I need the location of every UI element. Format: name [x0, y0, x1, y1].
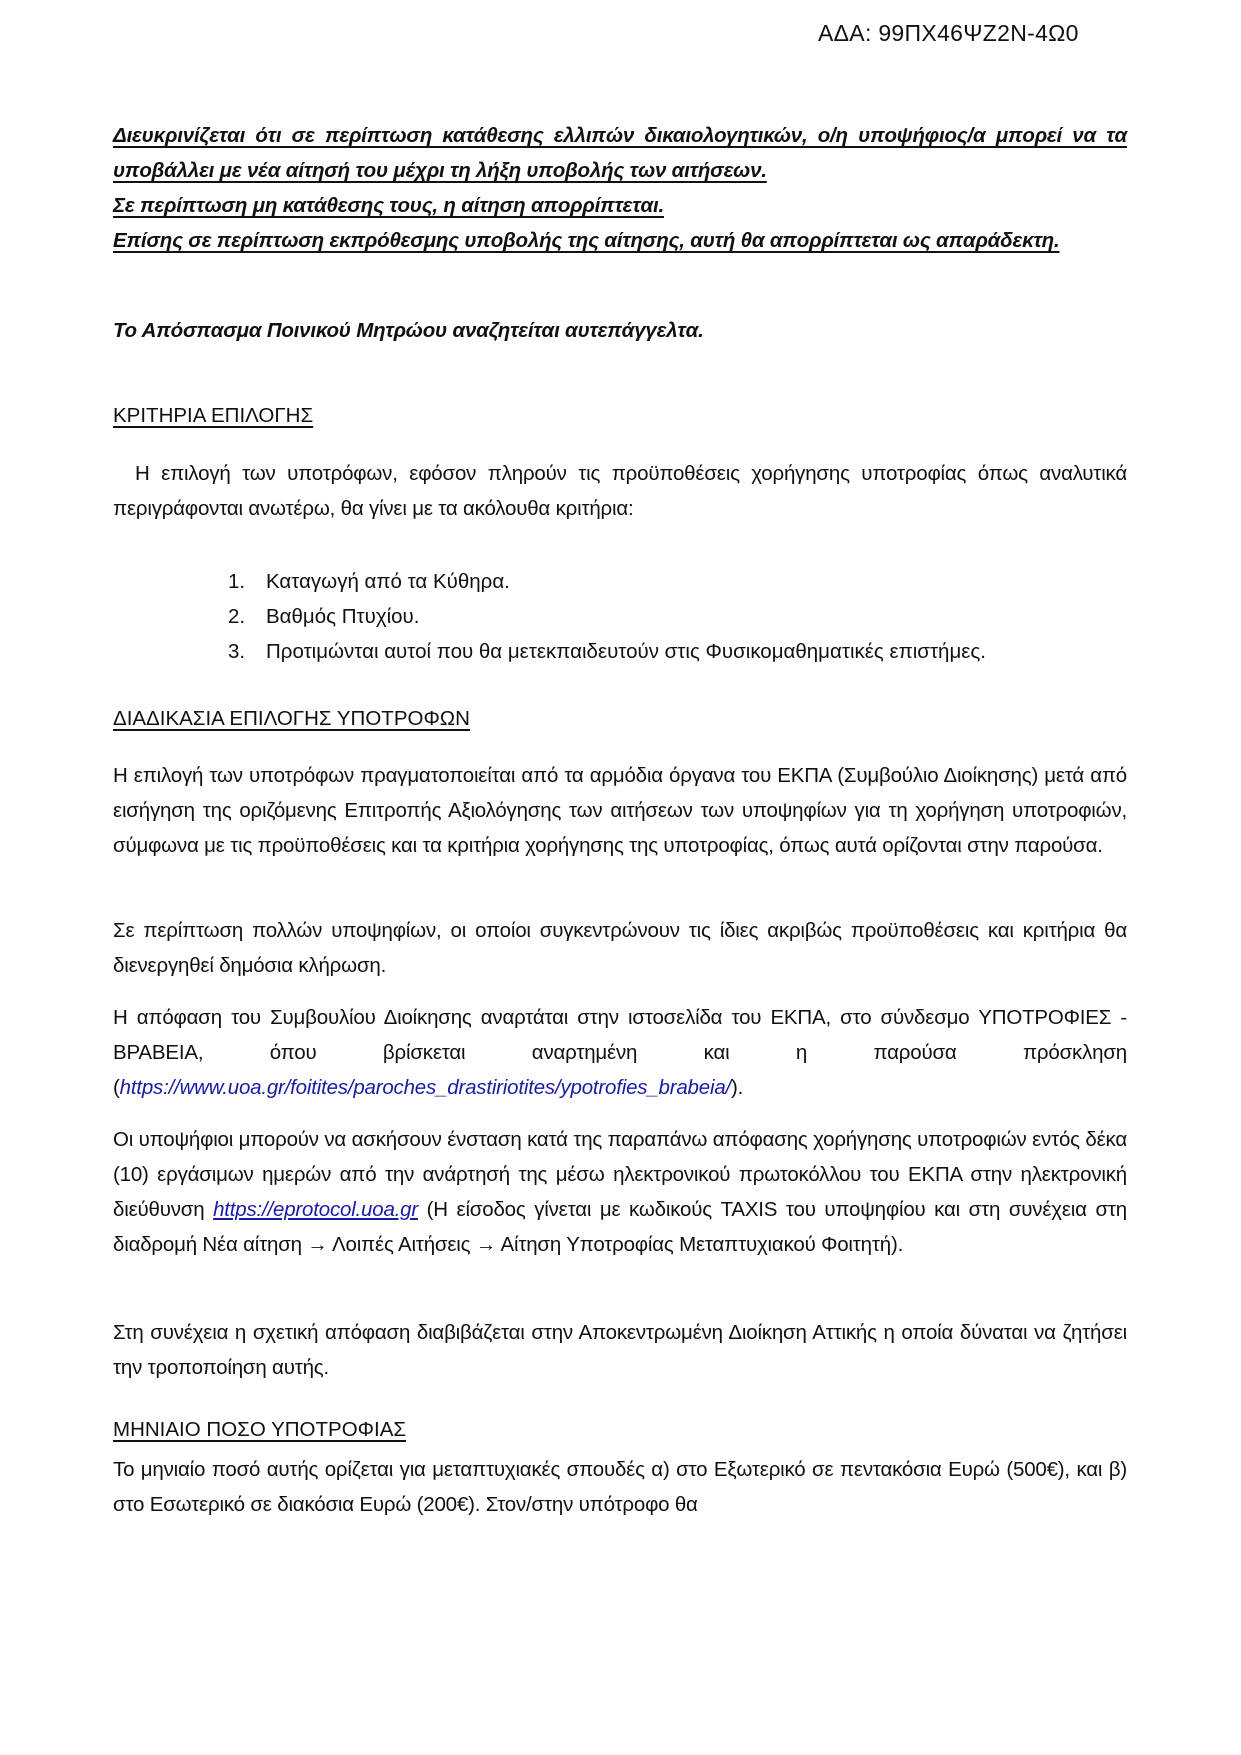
procedure-para-attica: Στη συνέχεια η σχετική απόφαση διαβιβάζεται στην Αποκεντρωμένη Διοίκηση Αττικής η οποία δύναται να ζητήσει την τροποποίηση αυτής. — [113, 1321, 1127, 1379]
monthly-amount-heading: ΜΗΝΙΑΙΟ ΠΟΣΟ ΥΠΟΤΡΟΦΙΑΣ — [113, 1418, 407, 1441]
notice-rejection: Σε περίπτωση μη κατάθεσης τους, η αίτηση απορρίπτεται. — [113, 194, 664, 217]
uoa-scholarships-link[interactable]: https://www.uoa.gr/foitites/paroches_drastiriotites/ypotrofies_brabeia/ — [119, 1076, 732, 1099]
ada-code: ΑΔΑ: 99ΠΧ46ΨΖ2Ν-4Ω0 — [818, 20, 1079, 46]
criteria-intro: Η επιλογή των υποτρόφων, εφόσον πληρούν τις προϋποθέσεις χορήγησης υποτροφίας όπως αναλυτικά περιγράφονται ανωτέρω, θα γίνει με τα ακόλουθα κριτήρια: — [113, 462, 1127, 520]
monthly-amount-text: Το μηνιαίο ποσό αυτής ορίζεται για μεταπτυχιακές σπουδές α) στο Εξωτερικό σε πεντακόσια Ευρώ (500€), και β) στο Εσωτερικό σε διακόσια Ευρώ (200€). Στον/στην υπότροφο θα — [113, 1458, 1127, 1516]
criteria-item: 3. Προτιμώνται αυτοί που θα μετεκπαιδευτούν στις Φυσικομαθηματικές επιστήμες. — [228, 640, 986, 663]
notice-incomplete-docs: Διευκρινίζεται ότι σε περίπτωση κατάθεσης ελλιπών δικαιολογητικών, ο/η υποψήφιος/α μπορεί να τα υποβάλλει με νέα αίτησή του μέχρι τη λήξη υποβολής των αιτήσεων. — [113, 124, 1127, 182]
notice-late-submission: Επίσης σε περίπτωση εκπρόθεσμης υποβολής της αίτησης, αυτή θα απορρίπτεται ως απαράδεκτη. — [113, 229, 1060, 252]
procedure-para-lottery: Σε περίπτωση πολλών υποψηφίων, οι οποίοι συγκεντρώνουν τις ίδιες ακριβώς προϋποθέσεις και κριτήρια θα διενεργηθεί δημόσια κλήρωση. — [113, 919, 1127, 977]
procedure-para-publication: Η απόφαση του Συμβουλίου Διοίκησης αναρτάται στην ιστοσελίδα του ΕΚΠΑ, στο σύνδεσμο ΥΠΟΤΡΟΦΙΕΣ - ΒΡΑΒΕΙΑ, όπου βρίσκεται αναρτημένη και η παρούσα πρόσκληση (https://www.uoa.gr/foitites/paroches_drastiriotites/ypotrofies_brabeia/). — [113, 1006, 1127, 1099]
criteria-item: 1. Καταγωγή από τα Κύθηρα. — [228, 570, 510, 593]
criteria-item: 2. Βαθμός Πτυχίου. — [228, 605, 420, 628]
criminal-record-note: Το Απόσπασμα Ποινικού Μητρώου αναζητείται αυτεπάγγελτα. — [113, 319, 704, 342]
notice-block — [113, 118, 1127, 258]
eprotocol-link[interactable]: https://eprotocol.uoa.gr — [213, 1198, 418, 1221]
procedure-heading: ΔΙΑΔΙΚΑΣΙΑ ΕΠΙΛΟΓΗΣ ΥΠΟΤΡΟΦΩΝ — [113, 707, 470, 730]
procedure-para-objection: Οι υποψήφιοι μπορούν να ασκήσουν ένσταση κατά της παραπάνω απόφασης χορήγησης υποτροφιών εντός δέκα (10) εργάσιμων ημερών από την ανάρτησή της μέσω ηλεκτρονικού πρωτοκόλλου του ΕΚΠΑ στην ηλεκτρονική διεύθυνση https://eprotocol.uoa.gr (Η είσοδος γίνεται με κωδικούς TAXIS του υποψηφίου και στη συνέχεια στη διαδρομή Νέα αίτηση → Λοιπές Αιτήσεις → Αίτηση Υποτροφίας Μεταπτυχιακού Φοιτητή). — [113, 1128, 1127, 1256]
criteria-list — [228, 564, 986, 669]
criteria-heading: ΚΡΙΤΗΡΙΑ ΕΠΙΛΟΓΗΣ — [113, 404, 314, 427]
procedure-para-selection: Η επιλογή των υποτρόφων πραγματοποιείται από τα αρμόδια όργανα του ΕΚΠΑ (Συμβούλιο Διοίκησης) μετά από εισήγηση της οριζόμενης Επιτροπής Αξιολόγησης των αιτήσεων των υποψηφίων για τη χορήγηση υποτροφιών, σύμφωνα με τις προϋποθέσεις και τα κριτήρια χορήγησης της υποτροφίας, όπως αυτά ορίζονται στην παρούσα. — [113, 764, 1127, 857]
